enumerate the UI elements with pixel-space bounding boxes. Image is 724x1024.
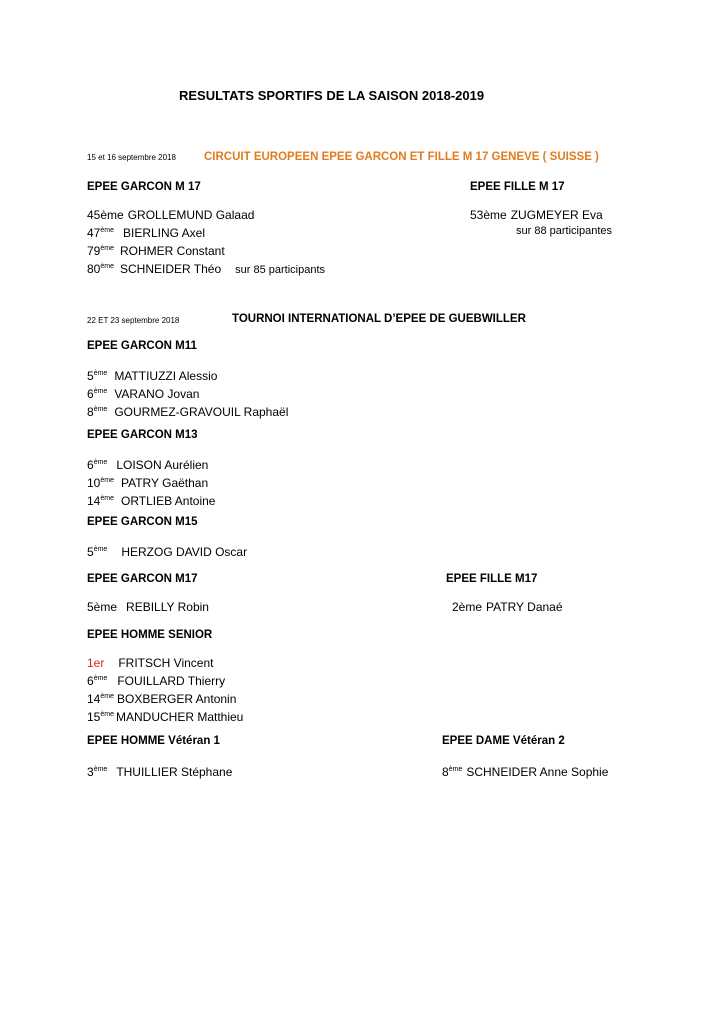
rank: 3 (87, 765, 94, 779)
result-row (87, 473, 215, 491)
m13-heading: EPEE GARCON M13 (87, 429, 198, 441)
athlete-name: VARANO Jovan (114, 387, 200, 401)
rank: 10 (87, 476, 101, 490)
veteran1-heading: EPEE HOMME Vétéran 1 (87, 735, 220, 747)
result-row (87, 241, 325, 259)
fille-m17-list (452, 599, 563, 615)
rank-suffix: ème (93, 546, 108, 553)
result-row (87, 707, 243, 725)
athlete-name: SCHNEIDER Anne Sophie (466, 765, 609, 779)
result-row (87, 542, 247, 560)
rank-suffix: ème (483, 208, 507, 222)
result-row (87, 762, 232, 780)
m17-heading: EPEE GARCON M17 (87, 573, 198, 585)
athlete-name: PATRY Gaëthan (120, 476, 209, 490)
m13-list (87, 455, 215, 509)
result-row (87, 455, 215, 473)
result-row (87, 671, 243, 689)
m11-list (87, 366, 288, 420)
event1-right-list (470, 207, 612, 239)
result-row (470, 207, 612, 223)
rank-suffix: ème (100, 208, 124, 222)
m15-list (87, 542, 247, 560)
result-row (87, 384, 288, 402)
rank-suffix: ème (100, 711, 114, 718)
rank: 2ème (452, 600, 483, 614)
rank-suffix: ème (93, 406, 108, 413)
result-row (87, 689, 243, 707)
rank: 53 (470, 208, 484, 222)
athlete-name: BOXBERGER Antonin (116, 692, 237, 706)
rank: 14 (87, 494, 101, 508)
rank-suffix: ème (93, 370, 108, 377)
athlete-name: SCHNEIDER Théo (119, 262, 222, 276)
rank: 5 (87, 369, 94, 383)
rank: 6 (87, 387, 94, 401)
athlete-name: PATRY Danaé (486, 600, 563, 614)
rank-suffix: ème (93, 766, 108, 773)
athlete-name: GROLLEMUND Galaad (127, 208, 255, 222)
rank: 1er (87, 656, 105, 670)
rank: 5 (87, 545, 94, 559)
m15-heading: EPEE GARCON M15 (87, 516, 198, 528)
athlete-name: BIERLING Axel (122, 226, 206, 240)
result-row (87, 599, 209, 615)
m11-heading: EPEE GARCON M11 (87, 340, 197, 352)
rank-suffix: ème (93, 675, 108, 682)
result-row (87, 366, 288, 384)
athlete-name: FOUILLARD Thierry (117, 674, 226, 688)
rank-suffix: ème (93, 459, 108, 466)
athlete-name: ZUGMEYER Eva (510, 208, 603, 222)
rank-suffix: ème (100, 263, 114, 270)
athlete-name: ORTLIEB Antoine (120, 494, 216, 508)
rank-suffix: ème (93, 388, 108, 395)
result-row (442, 762, 608, 780)
athlete-name: HERZOG DAVID Oscar (121, 545, 248, 559)
athlete-name: FRITSCH Vincent (118, 656, 214, 670)
athlete-name: REBILLY Robin (126, 600, 209, 614)
m17-list (87, 599, 209, 615)
participants-count: sur 88 participantes (516, 225, 612, 237)
event1-name: CIRCUIT EUROPEEN EPEE GARCON ET FILLE M 17 GENEVE ( SUISSE ) (204, 151, 599, 163)
event1-right-heading: EPEE FILLE M 17 (470, 181, 565, 193)
rank: 15 (87, 710, 101, 724)
result-row (452, 599, 563, 615)
event1-left-heading: EPEE GARCON M 17 (87, 181, 201, 193)
rank-suffix: ème (100, 227, 114, 234)
rank: 6 (87, 674, 94, 688)
result-row (87, 655, 243, 671)
athlete-name: GOURMEZ-GRAVOUIL Raphaël (114, 405, 289, 419)
event1-date: 15 et 16 septembre 2018 (87, 153, 176, 162)
athlete-name: ROHMER Constant (119, 244, 225, 258)
rank: 45 (87, 208, 101, 222)
senior-heading: EPEE HOMME SENIOR (87, 629, 213, 641)
rank: 14 (87, 692, 101, 706)
rank: 6 (87, 458, 94, 472)
athlete-name: MANDUCHER Matthieu (115, 710, 244, 724)
rank: 47 (87, 226, 101, 240)
athlete-name: MATTIUZZI Alessio (114, 369, 218, 383)
page-title: RESULTATS SPORTIFS DE LA SAISON 2018-2019 (179, 88, 485, 103)
rank-suffix: ème (100, 477, 114, 484)
participants-count: sur 85 participants (235, 264, 326, 276)
fille-m17-heading: EPEE FILLE M17 (446, 573, 538, 585)
senior-list (87, 655, 243, 725)
rank-suffix: ème (100, 693, 114, 700)
event1-left-list (87, 207, 325, 278)
result-row (87, 259, 325, 278)
veteran2-heading: EPEE DAME Vétéran 2 (442, 735, 565, 747)
result-row (87, 223, 325, 241)
result-row (87, 207, 325, 223)
rank-suffix: ème (448, 766, 463, 773)
athlete-name: THUILLIER Stéphane (116, 765, 233, 779)
result-row (87, 402, 288, 420)
rank: 79 (87, 244, 101, 258)
rank: 8 (442, 765, 449, 779)
rank-suffix: ème (100, 495, 114, 502)
athlete-name: LOISON Aurélien (116, 458, 209, 472)
rank: 8 (87, 405, 94, 419)
veteran2-list (442, 762, 608, 780)
rank-suffix: ème (100, 245, 114, 252)
event2-name: TOURNOI INTERNATIONAL D’EPEE DE GUEBWILLER (232, 313, 526, 325)
rank: 80 (87, 262, 101, 276)
result-row (87, 491, 215, 509)
event2-date: 22 ET 23 septembre 2018 (87, 316, 180, 325)
rank: 5ème (87, 600, 118, 614)
veteran1-list (87, 762, 232, 780)
